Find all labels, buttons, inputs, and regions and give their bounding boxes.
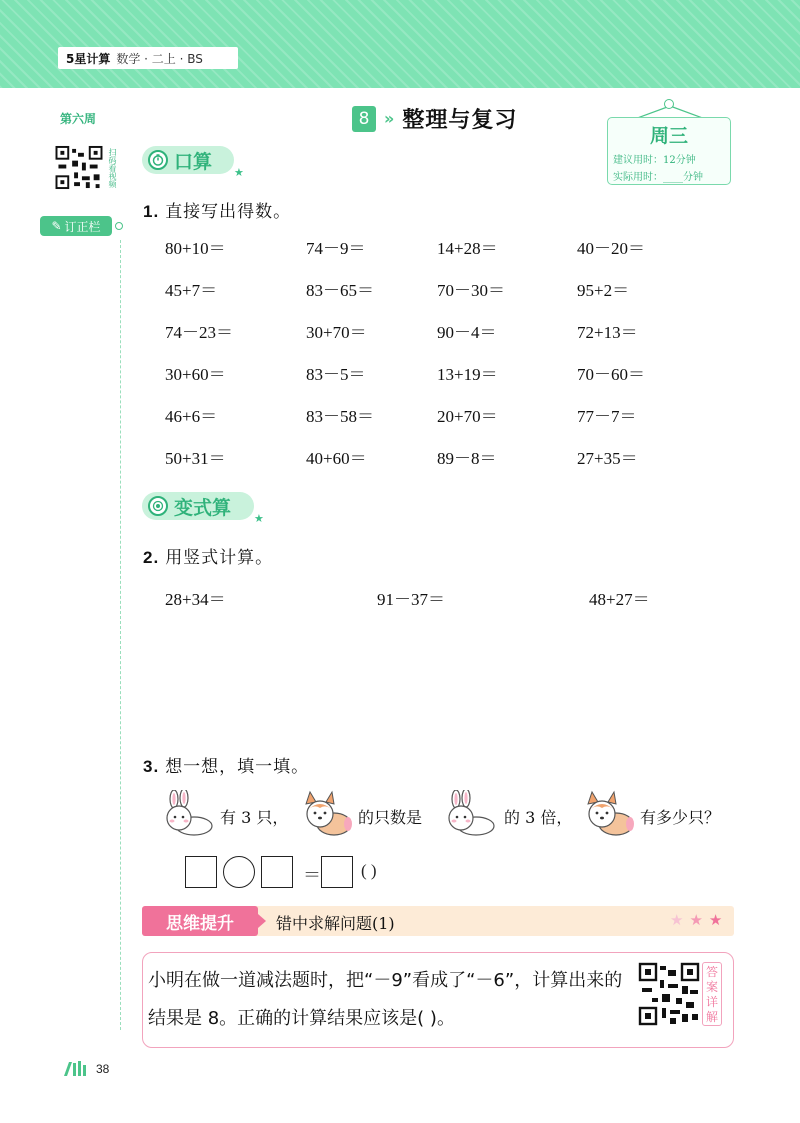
calc-item[interactable]: 40－20＝ [577,239,645,258]
week-label: 第六周 [60,112,97,126]
equals-sign: ＝ [303,865,321,885]
star-icon: ★ [234,166,244,179]
question-1-text: 直接写出得数。 [165,202,292,222]
vertical-calc-row [165,585,685,611]
calc-item[interactable]: 83－58＝ [306,407,374,426]
stopwatch-icon [148,150,168,170]
calc-item[interactable]: 30+60＝ [165,365,226,384]
question-3-number: 3. [143,757,160,776]
page-number: 38 [96,1062,110,1076]
calc-item[interactable]: 20+70＝ [437,407,498,426]
books-icon [62,1060,88,1076]
calc-item[interactable]: 45+7＝ [165,281,218,300]
margin-divider [120,240,121,1030]
lesson-title [352,103,517,134]
difficulty-stars [670,911,722,929]
thinking-title: 错中求解问题(1) [276,914,395,933]
question-1-number: 1. [143,202,160,221]
book-brand: 5星计算 [66,51,111,66]
question-2 [143,543,273,568]
table-row [165,444,685,486]
badge-arrow [258,914,266,928]
answer-detail-tag[interactable]: 答案详解 [702,962,722,1026]
unit-parentheses[interactable]: ( ) [361,861,377,880]
pencil-icon: ✎ [51,219,62,233]
qr-caption: 扫码看视频 [108,148,117,188]
star-icon: ★ [689,911,703,929]
actual-time[interactable]: 实际用时：____分钟 [613,172,703,183]
page-title: 整理与复习 [402,108,518,133]
vertical-calc-item[interactable]: 28+34＝ [165,590,226,609]
lesson-number: 8 [352,106,376,132]
calc-item[interactable]: 74－9＝ [306,239,366,258]
oral-calc-grid [165,234,685,486]
book-label [58,47,238,69]
chevron-right-icon: » [384,109,395,128]
qr-code-icon[interactable] [638,962,700,1026]
calc-item[interactable]: 95+2＝ [577,281,630,300]
calc-item[interactable]: 30+70＝ [306,323,367,342]
section-variant-label: 变式算 [174,496,232,519]
calc-item[interactable]: 77－7＝ [577,407,637,426]
calc-item[interactable]: 27+35＝ [577,449,638,468]
day-of-week: 周三 [649,125,688,147]
answer-box[interactable] [261,856,293,888]
top-banner [0,0,800,88]
question-3 [143,752,309,777]
rabbit-icon [160,790,216,838]
answer-box[interactable] [321,856,353,888]
calc-item[interactable]: 72+13＝ [577,323,638,342]
table-row [165,276,685,318]
sentence-part-2: 的只数是 [358,808,423,827]
dog-icon [580,790,636,838]
question-3-text: 想一想，填一填。 [165,757,310,777]
calc-item[interactable]: 83－65＝ [306,281,374,300]
table-row [165,360,685,402]
vertical-calc-item[interactable]: 91－37＝ [377,590,445,609]
operator-circle[interactable] [223,856,255,888]
table-row [165,318,685,360]
table-row [165,402,685,444]
calc-item[interactable]: 74－23＝ [165,323,233,342]
calc-item[interactable]: 50+31＝ [165,449,226,468]
star-icon: ★ [254,512,264,525]
star-icon: ★ [708,911,723,929]
section-oral-label: 口算 [174,150,213,173]
calc-item[interactable]: 80+10＝ [165,239,226,258]
rabbit-icon [442,790,498,838]
problem-text: 小明在做一道减法题时，把“－9”看成了“－6”，计算出来的结果是 8。正确的计算结果应该是( )。 [148,970,623,1029]
star-icon: ★ [670,911,684,929]
sentence-part-1: 有 3 只， [220,808,289,827]
qr-code-icon[interactable] [54,145,104,190]
sentence-part-4: 有多少只？ [640,808,721,827]
page-footer [62,1060,109,1076]
calc-item[interactable]: 46+6＝ [165,407,218,426]
sentence-part-3: 的 3 倍， [504,808,573,827]
question-2-text: 用竖式计算。 [165,548,274,568]
word-problem-sentence [160,790,740,842]
section-oral [142,146,234,174]
table-row [165,234,685,276]
suggested-time: 建议用时：12分钟 [613,155,696,166]
target-icon [148,496,168,516]
correction-label-text: 订正栏 [64,219,101,234]
calc-item[interactable]: 13+19＝ [437,365,498,384]
calc-item[interactable]: 90－4＝ [437,323,497,342]
correction-column-label [40,216,112,236]
answer-box[interactable] [185,856,217,888]
calc-item[interactable]: 40+60＝ [306,449,367,468]
section-variant [142,492,254,520]
pin-icon [664,99,674,109]
vertical-calc-item[interactable]: 48+27＝ [589,590,650,609]
day-card [607,117,731,185]
correction-dot [115,222,123,230]
calc-item[interactable]: 70－30＝ [437,281,505,300]
question-2-number: 2. [143,548,160,567]
question-1 [143,197,291,222]
calc-item[interactable]: 14+28＝ [437,239,498,258]
book-subject: 数学 · 二上 · BS [116,51,203,66]
calc-item[interactable]: 70－60＝ [577,365,645,384]
calc-item[interactable]: 89－8＝ [437,449,497,468]
thinking-badge: 思维提升 [142,906,258,936]
equation-boxes [185,856,445,890]
dog-icon [298,790,354,838]
calc-item[interactable]: 83－5＝ [306,365,366,384]
